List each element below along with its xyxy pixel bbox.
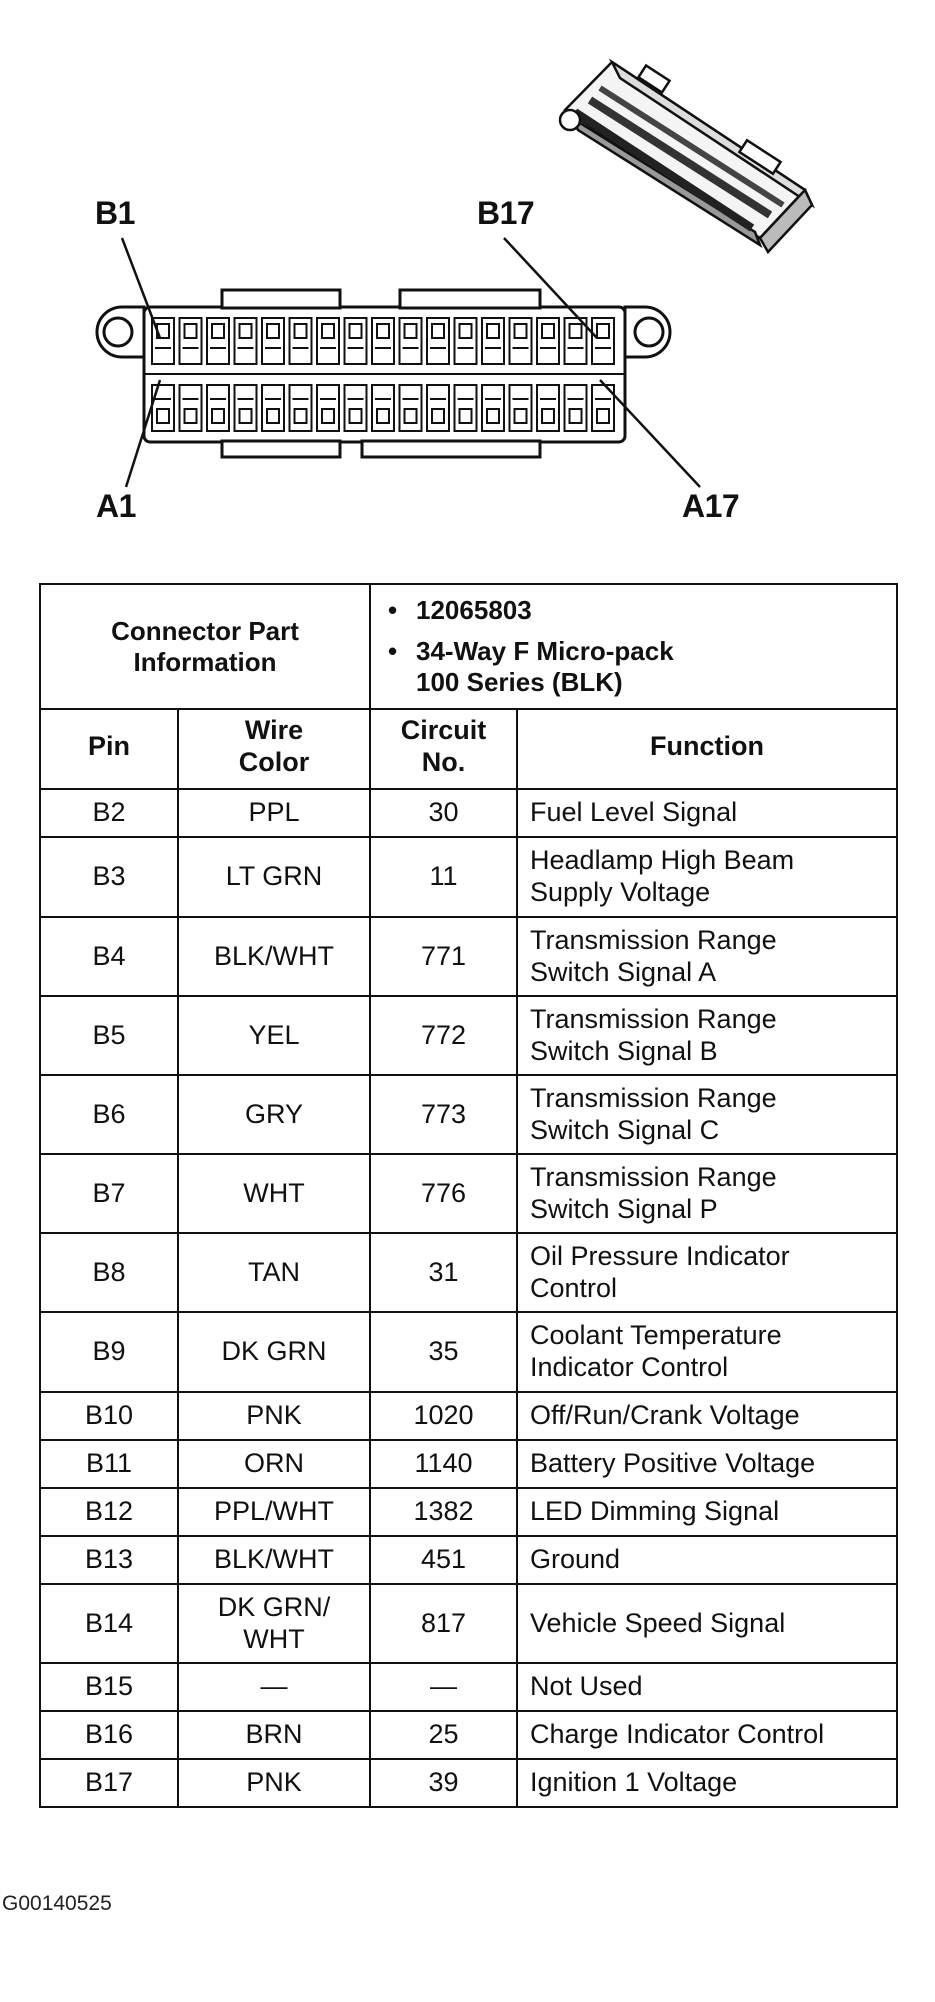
label-b1: B1 xyxy=(95,195,135,231)
function-cell-line: Fuel Level Signal xyxy=(530,797,738,828)
function-cell-line: Transmission Range xyxy=(530,924,777,955)
circuit-cell-line: 772 xyxy=(420,1019,467,1050)
function-cell xyxy=(517,996,897,1075)
wire-color-cell-line: PNK xyxy=(246,1767,302,1798)
part-number: • 12065803 xyxy=(416,595,895,626)
pin-cell-line: B10 xyxy=(84,1400,134,1431)
pin-terminal xyxy=(377,324,389,338)
table-row xyxy=(40,837,897,917)
pin-terminal xyxy=(377,409,389,423)
pin-cell-line: B12 xyxy=(84,1496,134,1527)
wire-color-cell xyxy=(178,1440,370,1488)
table-row xyxy=(40,1663,897,1711)
table-row xyxy=(40,1536,897,1584)
pin-terminal xyxy=(405,324,417,338)
function-cell xyxy=(517,1536,897,1584)
wire-color-cell xyxy=(178,1312,370,1392)
circuit-cell xyxy=(370,1312,517,1392)
pin-terminal xyxy=(515,409,527,423)
connector-info-row xyxy=(40,584,897,709)
function-cell-line: Indicator Control xyxy=(530,1352,729,1382)
function-cell xyxy=(517,1440,897,1488)
circuit-cell xyxy=(370,1536,517,1584)
function-cell xyxy=(517,1711,897,1759)
pin-cell-line: B16 xyxy=(84,1719,134,1750)
pin-cell xyxy=(40,917,178,996)
pin-terminal xyxy=(267,324,279,338)
pin-cell-line: B13 xyxy=(84,1544,134,1575)
pin-cell xyxy=(40,1536,178,1584)
function-cell-line: Switch Signal A xyxy=(530,956,717,987)
function-cell-line: Off/Run/Crank Voltage xyxy=(530,1400,800,1431)
pin-cell-line: B6 xyxy=(92,1098,126,1129)
function-cell xyxy=(517,1584,897,1663)
circuit-cell-line: 451 xyxy=(420,1544,467,1575)
pin-cell-line: B14 xyxy=(84,1607,134,1638)
wire-color-cell-line: ORN xyxy=(244,1448,304,1479)
pin-terminal xyxy=(185,409,197,423)
function-cell xyxy=(517,837,897,917)
wire-color-cell-line: DK GRN/ xyxy=(217,1591,331,1622)
pin-terminal xyxy=(487,409,499,423)
pin-cell-line: B3 xyxy=(92,861,126,892)
circuit-cell-line: 30 xyxy=(428,797,459,828)
pin-terminal xyxy=(295,324,307,338)
pin-terminal xyxy=(212,324,224,338)
function-cell xyxy=(517,1759,897,1807)
circuit-cell xyxy=(370,1233,517,1312)
pin-cell-line: B7 xyxy=(92,1177,126,1208)
function-cell-line: Vehicle Speed Signal xyxy=(530,1607,786,1638)
pin-terminal xyxy=(405,409,417,423)
circuit-cell xyxy=(370,917,517,996)
wire-color-cell xyxy=(178,1663,370,1711)
wire-color-cell xyxy=(178,1711,370,1759)
pin-terminal xyxy=(570,324,582,338)
connector-drawing xyxy=(0,0,935,560)
wire-color-cell-line: TAN xyxy=(248,1256,300,1287)
pin-cell-line: B9 xyxy=(92,1336,126,1367)
circuit-cell-line: 1020 xyxy=(413,1400,474,1431)
function-cell xyxy=(517,1154,897,1233)
wire-color-cell xyxy=(178,1584,370,1663)
function-cell-line: Switch Signal C xyxy=(530,1114,720,1145)
function-cell-line: Battery Positive Voltage xyxy=(530,1448,816,1479)
table-row xyxy=(40,1075,897,1154)
circuit-cell xyxy=(370,1392,517,1440)
label-b17: B17 xyxy=(477,195,535,231)
col-header-wire-color-text: Wire Color xyxy=(238,714,310,777)
function-cell-line: Transmission Range xyxy=(530,1082,777,1113)
wire-color-cell-line: BLK/WHT xyxy=(214,940,335,971)
table-row xyxy=(40,1233,897,1312)
wire-color-cell xyxy=(178,1233,370,1312)
table-row xyxy=(40,1711,897,1759)
connector-diagram xyxy=(0,0,935,560)
function-cell xyxy=(517,917,897,996)
function-cell-line: Supply Voltage xyxy=(530,877,711,907)
table-row xyxy=(40,1440,897,1488)
col-header-pin: Pin xyxy=(40,709,178,789)
connector-info-title xyxy=(40,584,370,709)
pin-terminal xyxy=(350,324,362,338)
pin-terminal xyxy=(240,409,252,423)
circuit-cell xyxy=(370,1440,517,1488)
table-row xyxy=(40,1759,897,1807)
pin-cell xyxy=(40,1233,178,1312)
wire-color-cell xyxy=(178,1154,370,1233)
pin-terminal xyxy=(350,409,362,423)
pin-cell xyxy=(40,1392,178,1440)
function-cell-line: Transmission Range xyxy=(530,1161,777,1192)
function-cell xyxy=(517,1392,897,1440)
label-a17: A17 xyxy=(682,488,740,524)
circuit-cell xyxy=(370,996,517,1075)
circuit-cell-line: — xyxy=(430,1671,458,1702)
pinout-table-wrapper xyxy=(39,583,896,1808)
pin-cell-line: B5 xyxy=(92,1019,126,1050)
figure-code: G00140525 xyxy=(2,1892,112,1915)
col-header-circuit-no xyxy=(370,709,517,789)
column-header-row xyxy=(40,709,897,789)
circuit-cell-line: 31 xyxy=(428,1256,459,1287)
table-row xyxy=(40,1154,897,1233)
circuit-cell-line: 771 xyxy=(420,940,467,971)
wire-color-cell-line: GRY xyxy=(244,1098,304,1129)
wire-color-cell xyxy=(178,1075,370,1154)
pin-terminal xyxy=(267,409,279,423)
pin-terminal xyxy=(185,324,197,338)
function-cell xyxy=(517,1663,897,1711)
table-row xyxy=(40,1488,897,1536)
function-cell-line: Oil Pressure Indicator xyxy=(530,1240,790,1271)
wire-color-cell-line: PNK xyxy=(246,1400,302,1431)
function-cell-line: Ground xyxy=(530,1544,621,1575)
pin-terminal xyxy=(432,409,444,423)
pin-cell-line: B4 xyxy=(92,940,126,971)
pin-terminal xyxy=(322,324,334,338)
pin-cell xyxy=(40,789,178,837)
wire-color-cell-line: BRN xyxy=(245,1719,303,1750)
pin-terminal xyxy=(212,409,224,423)
circuit-cell xyxy=(370,1759,517,1807)
function-cell-line: Coolant Temperature xyxy=(530,1320,782,1351)
pin-rows xyxy=(40,789,897,1807)
wire-color-cell-line: LT GRN xyxy=(225,861,323,892)
pinout-table xyxy=(39,583,898,1808)
table-row xyxy=(40,789,897,837)
wire-color-cell xyxy=(178,996,370,1075)
wire-color-cell xyxy=(178,1536,370,1584)
label-a1: A1 xyxy=(96,488,136,524)
connector-iso-view xyxy=(560,62,812,252)
function-cell-line: Not Used xyxy=(530,1671,643,1702)
circuit-cell xyxy=(370,1584,517,1663)
col-header-function: Function xyxy=(517,709,897,789)
pin-cell xyxy=(40,1440,178,1488)
circuit-cell xyxy=(370,1711,517,1759)
pin-cell xyxy=(40,1711,178,1759)
circuit-cell xyxy=(370,1663,517,1711)
pin-cell xyxy=(40,1584,178,1663)
pin-terminal xyxy=(295,409,307,423)
circuit-cell-line: 817 xyxy=(420,1607,467,1638)
function-cell-line: Control xyxy=(530,1272,618,1303)
connector-info-details xyxy=(370,584,897,709)
connector-description-line2: 100 Series (BLK) xyxy=(416,666,623,697)
wire-color-cell xyxy=(178,1392,370,1440)
circuit-cell-line: 11 xyxy=(429,861,458,892)
wire-color-cell xyxy=(178,1488,370,1536)
pin-terminal xyxy=(460,324,472,338)
wire-color-cell xyxy=(178,917,370,996)
function-cell-line: Headlamp High Beam xyxy=(530,845,795,876)
pin-terminal xyxy=(460,409,472,423)
circuit-cell xyxy=(370,1154,517,1233)
pin-terminal xyxy=(157,409,169,423)
pin-terminal xyxy=(515,324,527,338)
pin-cell xyxy=(40,1312,178,1392)
pin-cell xyxy=(40,1759,178,1807)
function-cell xyxy=(517,1075,897,1154)
wire-color-cell-line: PPL xyxy=(248,797,300,828)
function-cell-line: Transmission Range xyxy=(530,1003,777,1034)
table-row xyxy=(40,1584,897,1663)
function-cell xyxy=(517,1312,897,1392)
pin-cell xyxy=(40,1154,178,1233)
table-row xyxy=(40,1392,897,1440)
wire-color-cell-line: — xyxy=(260,1671,288,1702)
col-header-wire-color xyxy=(178,709,370,789)
circuit-cell xyxy=(370,837,517,917)
pin-terminal xyxy=(597,409,609,423)
pin-terminal xyxy=(240,324,252,338)
pin-cell-line: B15 xyxy=(84,1671,134,1702)
pin-terminal xyxy=(487,324,499,338)
function-cell-line: Switch Signal P xyxy=(530,1193,718,1224)
pin-terminal xyxy=(542,409,554,423)
function-cell-line: Charge Indicator Control xyxy=(530,1719,825,1750)
function-cell xyxy=(517,1233,897,1312)
col-header-circuit-no-text: Circuit No. xyxy=(400,714,487,777)
pin-cell xyxy=(40,1075,178,1154)
table-row xyxy=(40,996,897,1075)
circuit-cell-line: 1140 xyxy=(414,1448,473,1479)
pin-terminal xyxy=(322,409,334,423)
pin-cell-line: B2 xyxy=(92,797,126,828)
circuit-cell-line: 25 xyxy=(428,1719,459,1750)
table-row xyxy=(40,1312,897,1392)
connector-description-line1: • 34-Way F Micro-pack xyxy=(416,636,895,667)
pin-cell xyxy=(40,837,178,917)
wire-color-cell-line: PPL/WHT xyxy=(214,1496,335,1527)
circuit-cell-line: 35 xyxy=(428,1336,459,1367)
wire-color-cell-line: YEL xyxy=(248,1019,300,1050)
function-cell-line: Switch Signal B xyxy=(530,1035,718,1066)
pin-cell xyxy=(40,996,178,1075)
wire-color-cell xyxy=(178,789,370,837)
pin-cell-line: B11 xyxy=(85,1448,133,1479)
wire-color-cell xyxy=(178,837,370,917)
pin-cell xyxy=(40,1488,178,1536)
wire-color-cell-line: DK GRN xyxy=(221,1336,327,1367)
circuit-cell-line: 776 xyxy=(420,1177,467,1208)
circuit-cell-line: 773 xyxy=(420,1098,467,1129)
function-cell-line: Ignition 1 Voltage xyxy=(530,1767,738,1798)
table-row xyxy=(40,917,897,996)
connector-info-title-text: Connector Part Information xyxy=(111,615,299,677)
circuit-cell xyxy=(370,789,517,837)
pin-cell-line: B17 xyxy=(84,1767,134,1798)
pin-cell-line: B8 xyxy=(92,1256,126,1287)
function-cell xyxy=(517,1488,897,1536)
circuit-cell xyxy=(370,1488,517,1536)
pin-terminal xyxy=(570,409,582,423)
function-cell-line: LED Dimming Signal xyxy=(530,1496,780,1527)
pin-cell xyxy=(40,1663,178,1711)
wire-color-cell xyxy=(178,1759,370,1807)
function-cell xyxy=(517,789,897,837)
pin-terminal xyxy=(597,324,609,338)
wire-color-cell-line: WHT xyxy=(243,1623,305,1654)
wire-color-cell-line: WHT xyxy=(243,1177,305,1208)
pin-terminal xyxy=(432,324,444,338)
circuit-cell xyxy=(370,1075,517,1154)
circuit-cell-line: 39 xyxy=(428,1767,459,1798)
wire-color-cell-line: BLK/WHT xyxy=(214,1544,335,1575)
pin-terminal xyxy=(542,324,554,338)
circuit-cell-line: 1382 xyxy=(413,1496,474,1527)
